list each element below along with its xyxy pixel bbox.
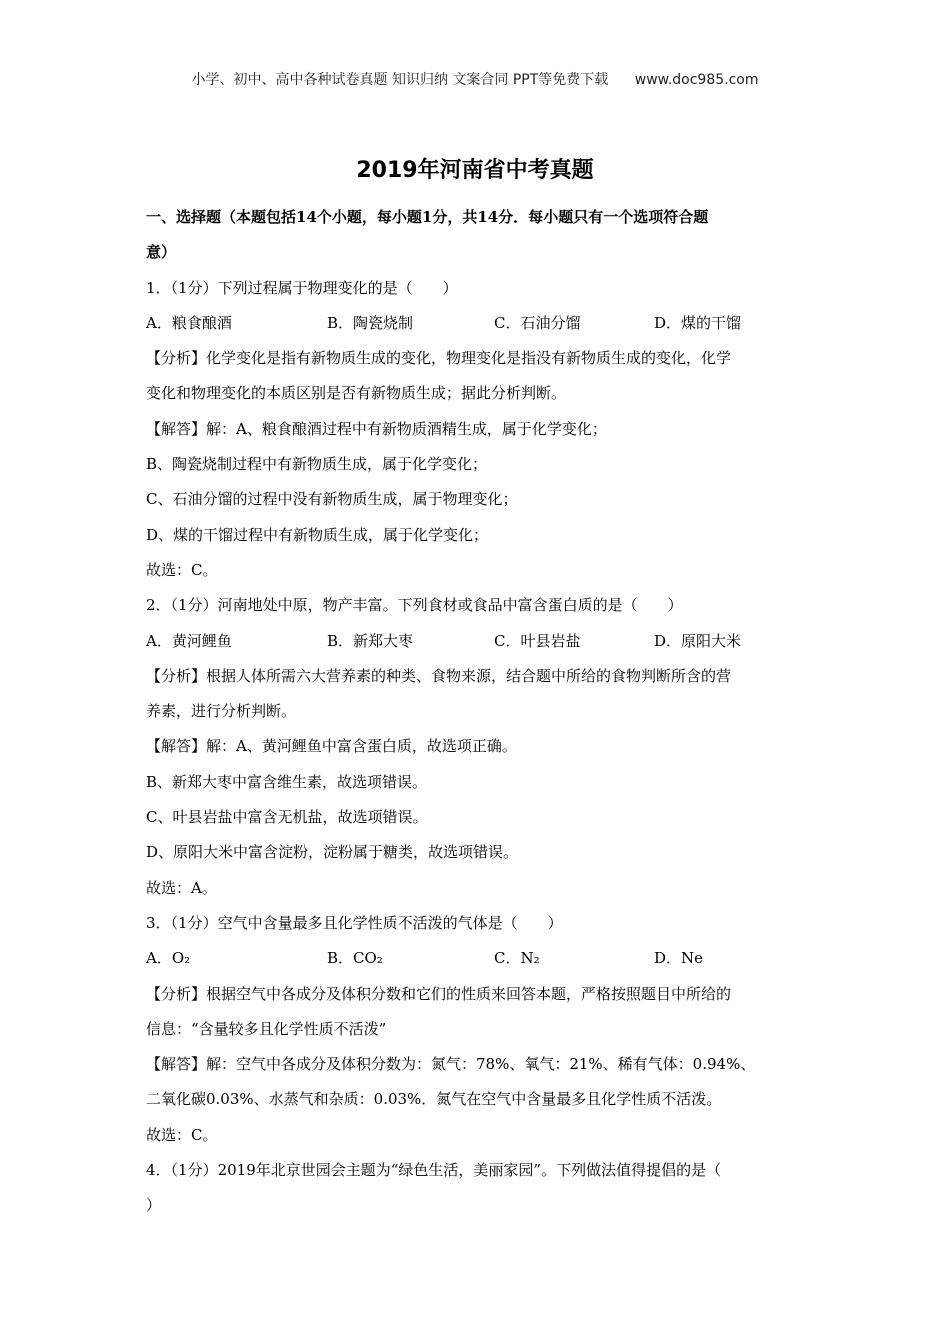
q3-answer-line2: 二氧化碳0.03%、水蒸气和杂质：0.03%．氮气在空气中含量最多且化学性质不活泼。: [146, 1090, 722, 1109]
q1-analysis-line1: 【分析】化学变化是指有新物质生成的变化，物理变化是指没有新物质生成的变化，化学: [146, 349, 732, 368]
q3-option-a: A．O₂: [146, 949, 191, 968]
q1-answer-line: D、煤的干馏过程中有新物质生成，属于化学变化；: [146, 525, 489, 544]
document-body: [146, 200, 810, 1224]
q3-option-b: B．CO₂: [327, 949, 383, 968]
q2-options: [146, 624, 810, 659]
q3-option-d: D．Ne: [654, 949, 704, 968]
q2-option-d: D．原阳大米: [654, 631, 742, 650]
q3-option-c: C．N₂: [494, 949, 540, 968]
q2-analysis-line2: 养素，进行分析判断。: [146, 702, 297, 721]
q1-question: 1．（1分）下列过程属于物理变化的是（ ）: [146, 278, 458, 297]
q4-question-line1: 4．（1分）2019年北京世园会主题为“绿色生活，美丽家园”。下列做法值得提倡的是（: [146, 1161, 722, 1180]
section-heading-line1: 一、选择题（本题包括14个小题，每小题1分，共14分．每小题只有一个选项符合题: [146, 208, 709, 226]
page-title: 2019年河南省中考真题: [356, 158, 594, 183]
q3-analysis-line1: 【分析】根据空气中各成分及体积分数和它们的性质来回答本题，严格按照题目中所给的: [146, 984, 732, 1003]
q4-question-line2: ）: [146, 1196, 162, 1215]
q1-answer-line: C、石油分馏的过程中没有新物质生成，属于物理变化；: [146, 490, 518, 509]
q1-option-c: C．石油分馏: [494, 313, 581, 332]
q2-answer-line: D、原阳大米中富含淀粉，淀粉属于糖类，故选项错误。: [146, 843, 519, 862]
q2-choice: 故选：A。: [146, 878, 217, 897]
q3-analysis-line2: 信息：“含量较多且化学性质不活泼”: [146, 1019, 387, 1038]
q1-answer-line: 【解答】解：A、粮食酿酒过程中有新物质酒精生成，属于化学变化；: [146, 419, 607, 438]
q2-answer-line: B、新郑大枣中富含维生素，故选项错误。: [146, 772, 428, 791]
q1-option-d: D．煤的干馏: [654, 313, 742, 332]
q3-question: 3．（1分）空气中含量最多且化学性质不活泼的气体是（ ）: [146, 913, 563, 932]
q2-answer-line: 【解答】解：A、黄河鲤鱼中富含蛋白质，故选项正确。: [146, 737, 517, 756]
q2-question: 2．（1分）河南地处中原，物产丰富。下列食材或食品中富含蛋白质的是（ ）: [146, 596, 683, 615]
q2-option-c: C．叶县岩盐: [494, 631, 581, 650]
q2-option-b: B．新郑大枣: [327, 631, 414, 650]
q2-answer-line: C、叶县岩盐中富含无机盐，故选项错误。: [146, 808, 428, 827]
q2-analysis-line1: 【分析】根据人体所需六大营养素的种类、食物来源，结合题中所给的食物判断所含的营: [146, 666, 732, 685]
q3-answer-line1: 【解答】解：空气中各成分及体积分数为：氮气：78%、氧气：21%、稀有气体：0.94%、: [146, 1055, 756, 1074]
q3-choice: 故选：C。: [146, 1125, 218, 1144]
page-header: [0, 69, 950, 89]
header-site[interactable]: www.doc985.com: [634, 72, 759, 88]
q3-options: [146, 941, 810, 976]
q1-answer-line: B、陶瓷烧制过程中有新物质生成，属于化学变化；: [146, 455, 488, 474]
q1-option-b: B．陶瓷烧制: [327, 313, 414, 332]
q1-options: [146, 306, 810, 341]
q1-option-a: A．粮食酿酒: [146, 313, 232, 332]
q1-choice: 故选：C。: [146, 560, 218, 579]
section-heading-line2: 意）: [146, 243, 177, 262]
q1-analysis-line2: 变化和物理变化的本质区别是否有新物质生成；据此分析判断。: [146, 384, 567, 403]
header-text: 小学、初中、高中各种试卷真题 知识归纳 文案合同 PPT等免费下载: [191, 72, 609, 88]
q2-option-a: A．黄河鲤鱼: [146, 631, 232, 650]
